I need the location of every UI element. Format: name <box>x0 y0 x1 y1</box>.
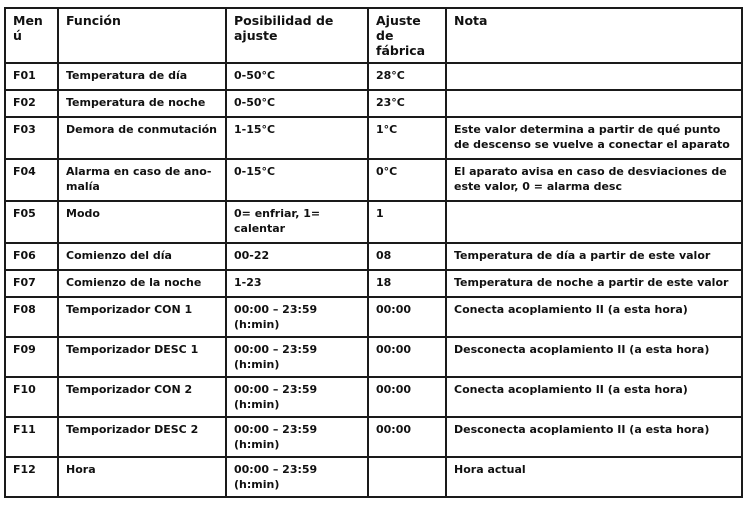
table-row <box>5 159 742 201</box>
cell-function: Modo <box>58 201 226 243</box>
cell-menu: F01 <box>5 63 58 90</box>
table-row <box>5 457 742 497</box>
header-note: Nota <box>446 8 742 63</box>
cell-menu: F08 <box>5 297 58 337</box>
cell-function: Temporizador CON 1 <box>58 297 226 337</box>
cell-note: Conecta acoplamiento II (a esta hora) <box>446 377 742 417</box>
table-row <box>5 63 742 90</box>
cell-default: 18 <box>368 270 446 297</box>
cell-menu: F11 <box>5 417 58 457</box>
cell-default: 1°C <box>368 117 446 159</box>
cell-range: 1-15°C <box>226 117 368 159</box>
table-row <box>5 417 742 457</box>
cell-note: Desconecta acoplamiento II (a esta hora) <box>446 417 742 457</box>
settings-table <box>4 7 743 498</box>
cell-default: 1 <box>368 201 446 243</box>
table-row <box>5 337 742 377</box>
cell-function: Temperatura de día <box>58 63 226 90</box>
header-menu: Menú <box>5 8 58 63</box>
cell-range: 0-50°C <box>226 90 368 117</box>
cell-range: 0-15°C <box>226 159 368 201</box>
cell-default: 08 <box>368 243 446 270</box>
header-function: Función <box>58 8 226 63</box>
cell-function: Comienzo del día <box>58 243 226 270</box>
cell-range: 1-23 <box>226 270 368 297</box>
cell-menu: F03 <box>5 117 58 159</box>
cell-menu: F10 <box>5 377 58 417</box>
cell-range: 0= enfriar, 1= calentar <box>226 201 368 243</box>
header-range: Posibilidad de ajuste <box>226 8 368 63</box>
cell-note <box>446 201 742 243</box>
table-row <box>5 270 742 297</box>
cell-function: Temporizador DESC 2 <box>58 417 226 457</box>
cell-menu: F02 <box>5 90 58 117</box>
header-row <box>5 8 742 63</box>
cell-function: Demora de conmutación <box>58 117 226 159</box>
cell-note: Temperatura de noche a partir de este valor <box>446 270 742 297</box>
cell-menu: F07 <box>5 270 58 297</box>
cell-function: Temperatura de noche <box>58 90 226 117</box>
table-row <box>5 117 742 159</box>
table-row <box>5 201 742 243</box>
table-row <box>5 297 742 337</box>
cell-range: 00:00 – 23:59 (h:min) <box>226 457 368 497</box>
table-row <box>5 377 742 417</box>
cell-default: 00:00 <box>368 417 446 457</box>
header-default: Ajuste de fábrica <box>368 8 446 63</box>
cell-note: Temperatura de día a partir de este valor <box>446 243 742 270</box>
cell-note: Este valor determina a partir de qué punto de descenso se vuelve a conectar el aparato <box>446 117 742 159</box>
cell-function: Alarma en caso de ano-malía <box>58 159 226 201</box>
cell-function: Temporizador CON 2 <box>58 377 226 417</box>
cell-default: 00:00 <box>368 297 446 337</box>
cell-default: 0°C <box>368 159 446 201</box>
cell-function: Hora <box>58 457 226 497</box>
cell-range: 0-50°C <box>226 63 368 90</box>
cell-menu: F09 <box>5 337 58 377</box>
cell-note: El aparato avisa en caso de desviaciones de este valor, 0 = alarma desc <box>446 159 742 201</box>
cell-menu: F04 <box>5 159 58 201</box>
cell-note: Conecta acoplamiento II (a esta hora) <box>446 297 742 337</box>
cell-range: 00-22 <box>226 243 368 270</box>
cell-note <box>446 90 742 117</box>
cell-default: 28°C <box>368 63 446 90</box>
cell-default: 23°C <box>368 90 446 117</box>
cell-function: Temporizador DESC 1 <box>58 337 226 377</box>
cell-default: 00:00 <box>368 337 446 377</box>
cell-range: 00:00 – 23:59 (h:min) <box>226 337 368 377</box>
table-row <box>5 90 742 117</box>
cell-default: 00:00 <box>368 377 446 417</box>
cell-note <box>446 63 742 90</box>
cell-range: 00:00 – 23:59 (h:min) <box>226 377 368 417</box>
cell-default <box>368 457 446 497</box>
cell-function: Comienzo de la noche <box>58 270 226 297</box>
cell-range: 00:00 – 23:59 (h:min) <box>226 417 368 457</box>
table-row <box>5 243 742 270</box>
cell-menu: F06 <box>5 243 58 270</box>
cell-menu: F05 <box>5 201 58 243</box>
cell-menu: F12 <box>5 457 58 497</box>
cell-note: Hora actual <box>446 457 742 497</box>
cell-range: 00:00 – 23:59 (h:min) <box>226 297 368 337</box>
cell-note: Desconecta acoplamiento II (a esta hora) <box>446 337 742 377</box>
